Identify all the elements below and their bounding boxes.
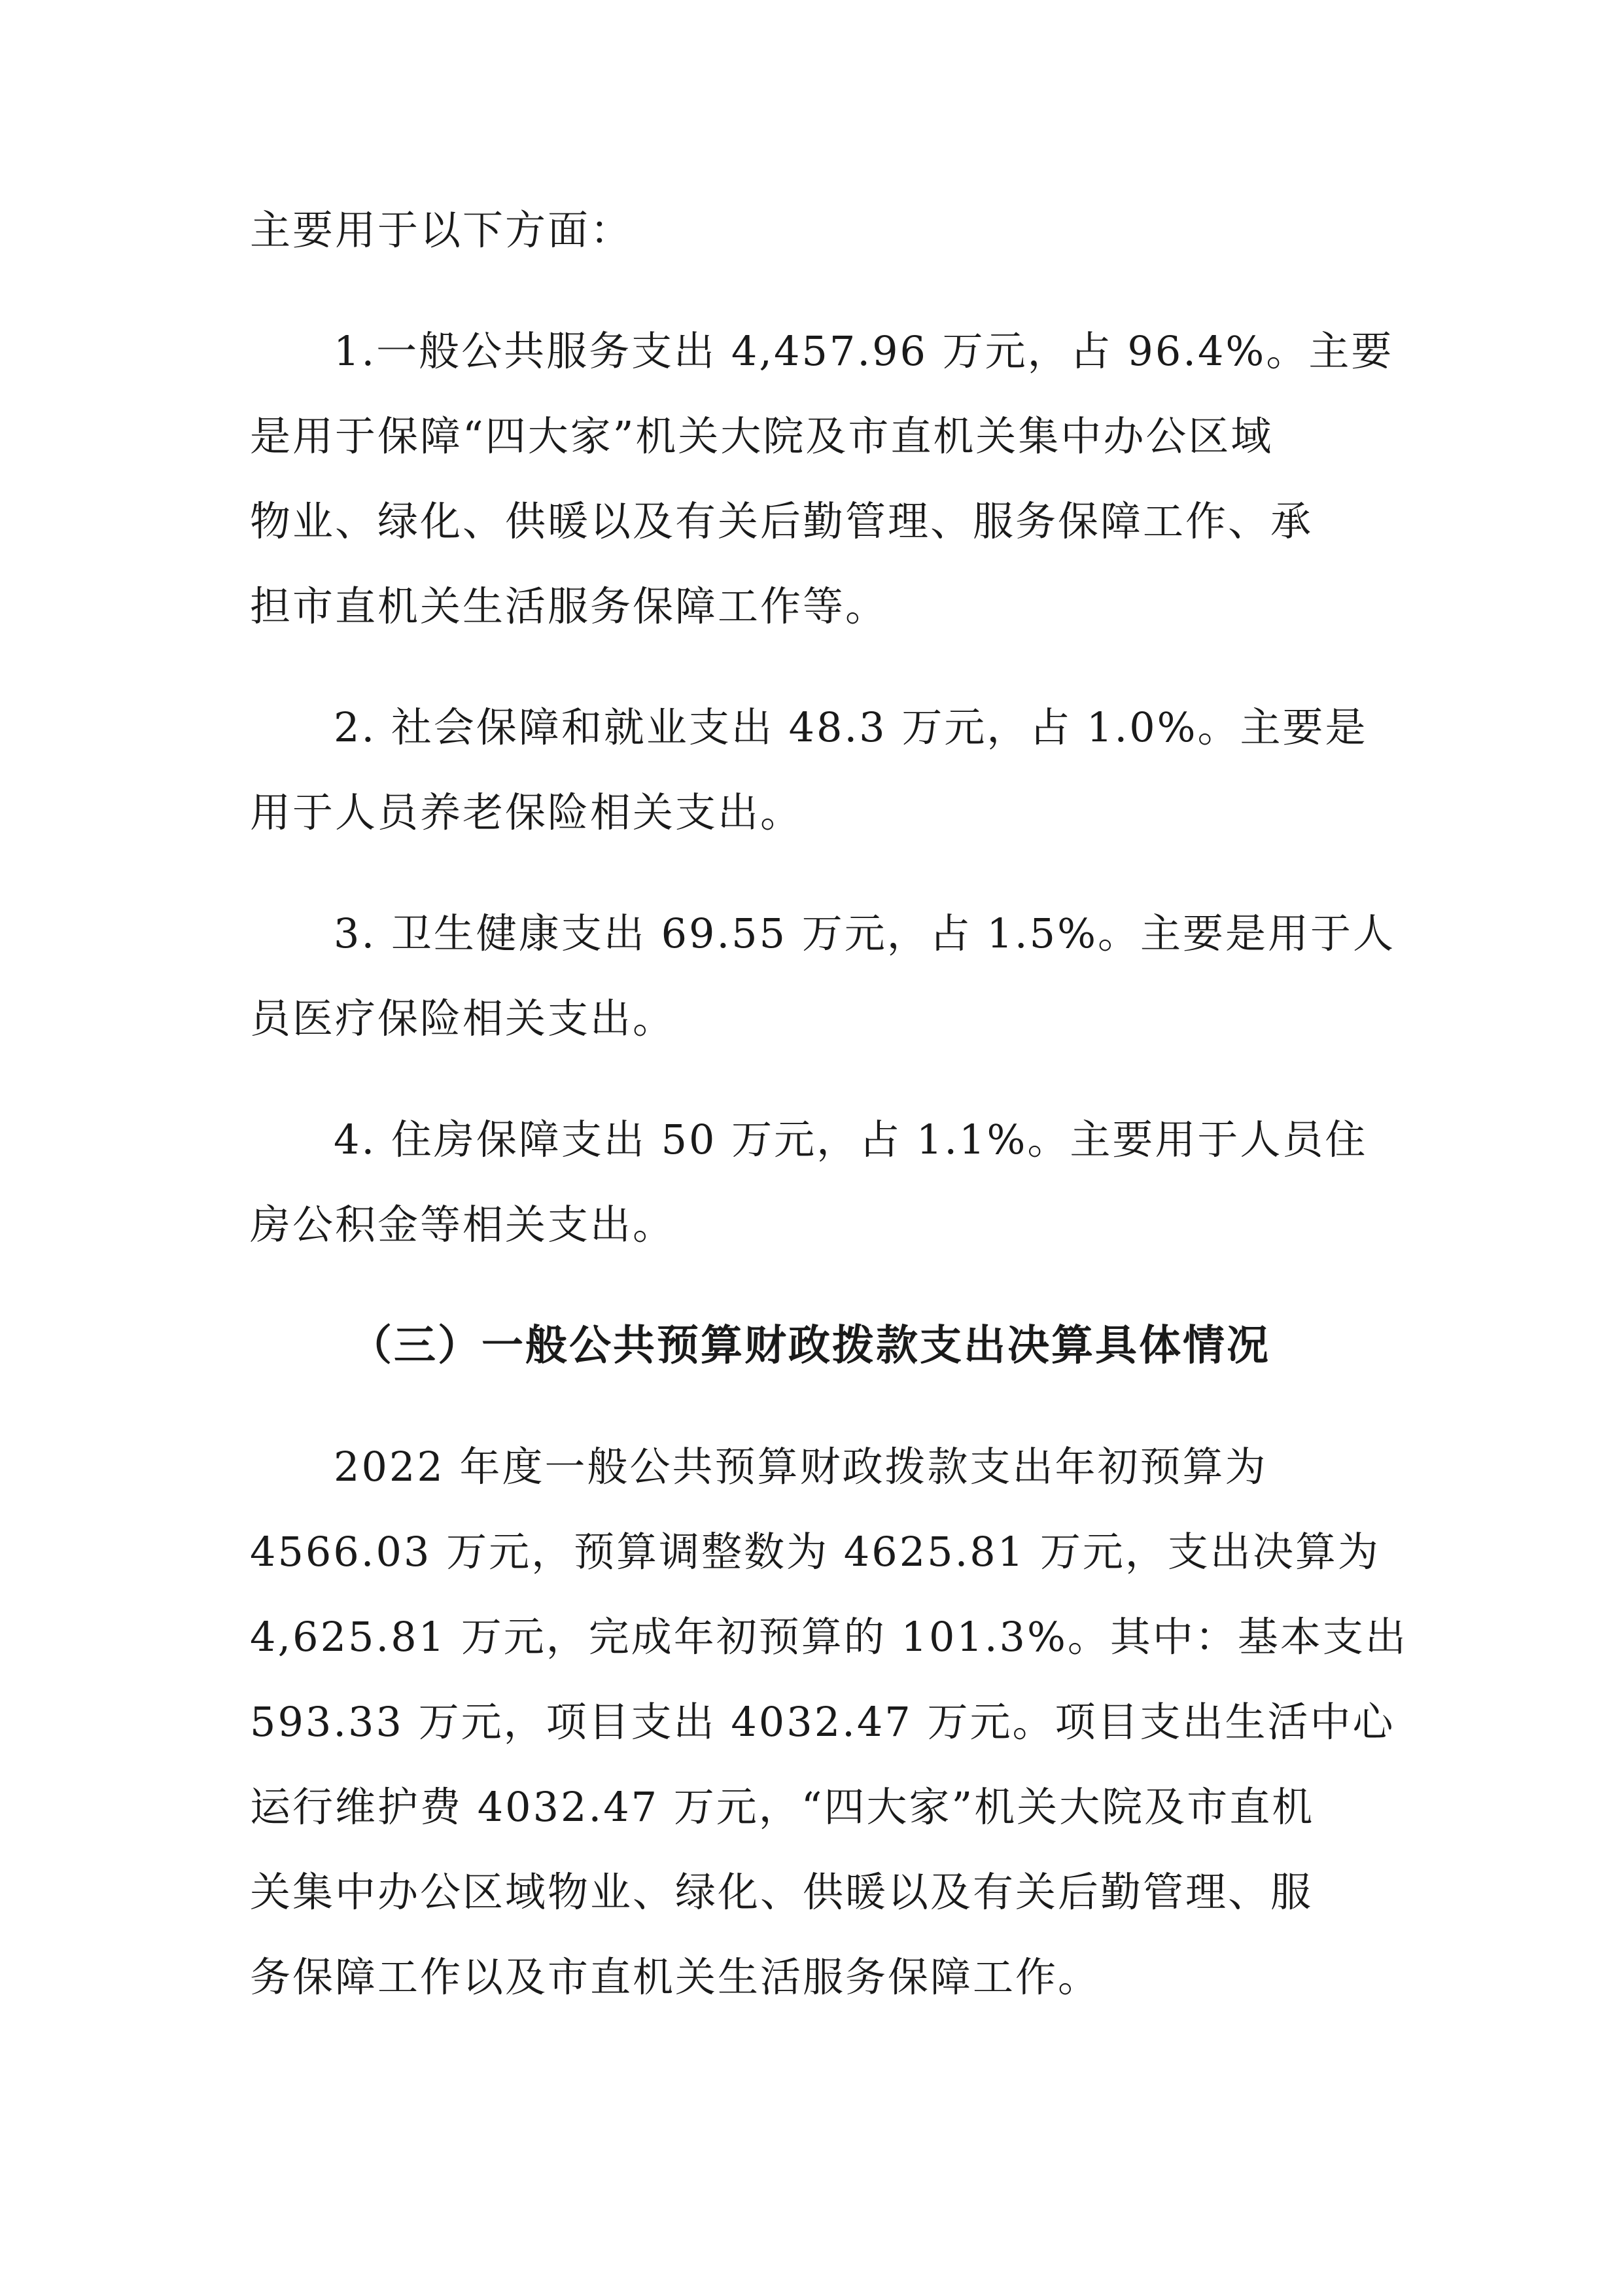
- final-paragraph-line-2: 4566.03 万元，预算调整数为 4625.81 万元，支出决算为: [250, 1528, 1380, 1576]
- intro-line: 主要用于以下方面：: [250, 206, 633, 254]
- item-1-line-4: 担市直机关生活服务保障工作等。: [250, 582, 888, 630]
- item-4-line-2: 房公积金等相关支出。: [250, 1201, 676, 1248]
- final-paragraph-line-6: 关集中办公区域物业、绿化、供暖以及有关后勤管理、服: [250, 1868, 1314, 1916]
- item-4-line-1: 4. 住房保障支出 50 万元，占 1.1%。主要用于人员住: [334, 1116, 1368, 1163]
- item-3-line-2: 员医疗保险相关支出。: [250, 995, 676, 1042]
- item-1-line-1: 1.一般公共服务支出 4,457.96 万元，占 96.4%。主要: [334, 327, 1394, 375]
- item-1-line-2: 是用于保障“四大家”机关大院及市直机关集中办公区域: [250, 412, 1274, 460]
- item-2-line-2: 用于人员养老保险相关支出。: [250, 788, 803, 836]
- final-paragraph-line-1: 2022 年度一般公共预算财政拨款支出年初预算为: [334, 1443, 1268, 1491]
- item-3-line-1: 3. 卫生健康支出 69.55 万元，占 1.5%。主要是用于人: [334, 910, 1395, 957]
- final-paragraph-line-7: 务保障工作以及市直机关生活服务保障工作。: [250, 1953, 1101, 2001]
- final-paragraph-line-5: 运行维护费 4032.47 万元，“四大家”机关大院及市直机: [250, 1783, 1315, 1831]
- final-paragraph-line-3: 4,625.81 万元，完成年初预算的 101.3%。其中：基本支出: [250, 1613, 1408, 1661]
- item-2-line-1: 2. 社会保障和就业支出 48.3 万元，占 1.0%。主要是: [334, 703, 1368, 751]
- section-heading: （三）一般公共预算财政拨款支出决算具体情况: [350, 1321, 1270, 1370]
- final-paragraph-line-4: 593.33 万元，项目支出 4032.47 万元。项目支出生活中心: [250, 1698, 1395, 1746]
- item-1-line-3: 物业、绿化、供暖以及有关后勤管理、服务保障工作、承: [250, 497, 1314, 545]
